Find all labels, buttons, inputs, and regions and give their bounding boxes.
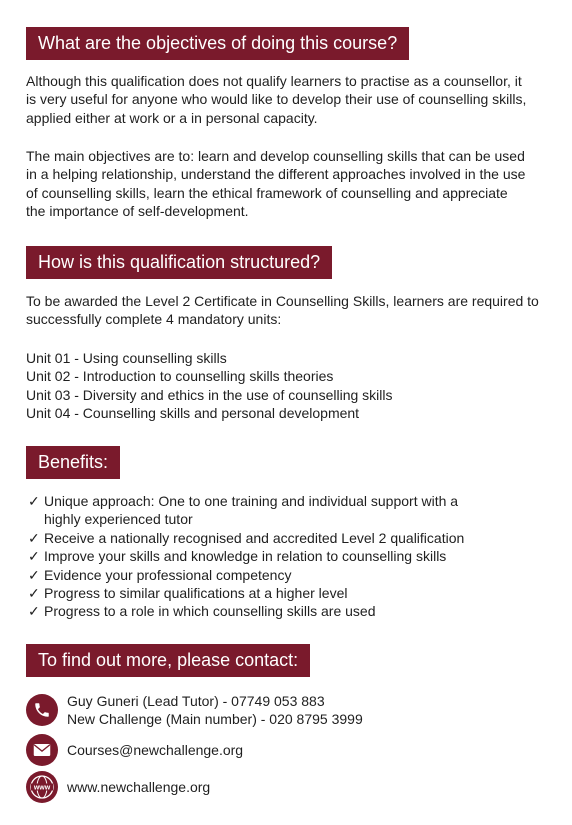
phone-icon	[26, 694, 58, 726]
svg-text:www: www	[33, 784, 51, 792]
checkmark-icon: ✓	[28, 585, 40, 602]
objectives-heading: What are the objectives of doing this course?	[26, 27, 409, 60]
contact-phone	[26, 692, 363, 729]
contact-website	[26, 771, 210, 803]
checkmark-icon: ✓	[28, 529, 40, 546]
unit-item: Unit 04 - Counselling skills and personal development	[26, 405, 360, 422]
website-link[interactable]: www.newchallenge.org	[67, 778, 211, 795]
globe-glyph	[28, 773, 56, 801]
checkmark-icon: ✓	[28, 493, 40, 509]
benefit-item	[28, 529, 464, 547]
text-line: the importance of self-development.	[26, 203, 249, 220]
benefit-text: Improve your skills and knowledge in relation to counselling skills	[44, 548, 447, 565]
units-list	[26, 349, 556, 423]
phone-contact-main-number[interactable]: New Challenge (Main number) - 020 8795 3999	[67, 711, 363, 728]
checkmark-icon: ✓	[28, 603, 40, 620]
benefit-text: Evidence your professional competency	[44, 566, 292, 583]
unit-item: Unit 01 - Using counselling skills	[26, 350, 227, 366]
objectives-paragraph-1	[26, 72, 556, 127]
checkmark-icon: ✓	[28, 566, 40, 583]
text-line: is very useful for anyone who would like to develop their use of counselling skills,	[26, 91, 527, 108]
text-line: Although this qualification does not qualify learners to practise as a counsellor, it	[26, 73, 522, 89]
benefit-item	[28, 547, 464, 565]
text-line: in a helping relationship, understand the different approaches involved in the use	[26, 166, 526, 183]
benefit-text: highly experienced tutor	[44, 511, 193, 528]
envelope-glyph	[33, 743, 51, 757]
contact-email	[26, 734, 243, 766]
benefits-list	[28, 492, 464, 621]
benefit-item	[28, 584, 464, 602]
text-line: To be awarded the Level 2 Certificate in Counselling Skills, learners are required to	[26, 293, 539, 309]
objectives-paragraph-2	[26, 147, 556, 221]
unit-item: Unit 03 - Diversity and ethics in the use of counselling skills	[26, 386, 393, 403]
benefit-text: Unique approach: One to one training and individual support with a	[44, 493, 459, 509]
contact-heading: To find out more, please contact:	[26, 644, 310, 677]
phone-glyph	[33, 701, 51, 719]
unit-item: Unit 02 - Introduction to counselling skills theories	[26, 368, 334, 385]
text-line: applied either at work or a in personal capacity.	[26, 109, 318, 126]
structure-intro	[26, 292, 556, 329]
text-line: of counselling skills, learn the ethical framework of counselling and appreciate	[26, 184, 508, 201]
benefit-text: Receive a nationally recognised and accredited Level 2 qualification	[44, 529, 465, 546]
benefit-item	[28, 602, 464, 620]
benefit-item	[28, 566, 464, 584]
structure-heading: How is this qualification structured?	[26, 246, 332, 279]
benefit-text: Progress to a role in which counselling skills are used	[44, 603, 376, 620]
phone-contact-lead-tutor[interactable]: Guy Guneri (Lead Tutor) - 07749 053 883	[67, 693, 325, 709]
checkmark-icon: ✓	[28, 548, 40, 565]
globe-icon	[26, 771, 58, 803]
benefit-text: Progress to similar qualifications at a higher level	[44, 585, 348, 602]
benefit-item	[28, 492, 464, 529]
envelope-icon	[26, 734, 58, 766]
text-line: successfully complete 4 mandatory units:	[26, 311, 282, 328]
email-link[interactable]: Courses@newchallenge.org	[67, 741, 244, 758]
benefits-heading: Benefits:	[26, 446, 120, 479]
text-line: The main objectives are to: learn and develop counselling skills that can be used	[26, 148, 525, 164]
